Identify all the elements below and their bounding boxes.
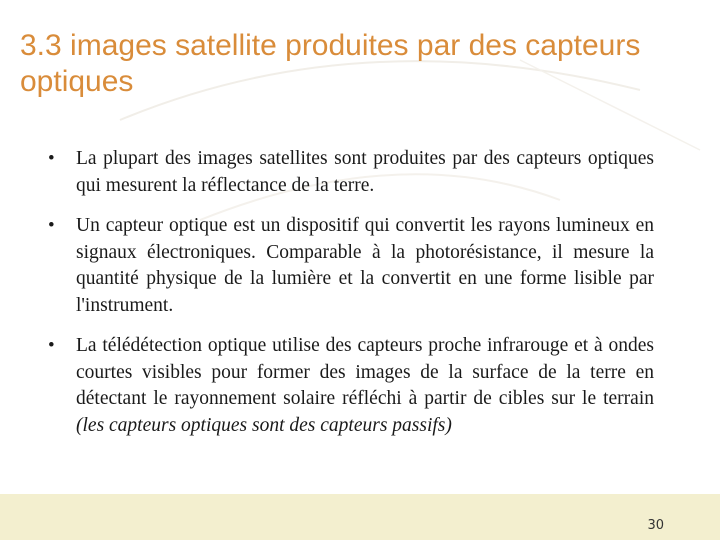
page-number: 30 bbox=[647, 518, 664, 533]
bullet-text: La télédétection optique utilise des capteurs proche infrarouge et à ondes courtes visibles pour former des images de la surface de la terre en détectant le rayonnement solaire réfléchi à partir de cibles sur le terrain bbox=[76, 335, 654, 409]
footer-band bbox=[0, 494, 720, 540]
bullet-item bbox=[48, 333, 654, 439]
bullet-text: Un capteur optique est un dispositif qui convertit les rayons lumineux en signaux électroniques. Comparable à la photorésistance, il mesure la quantité physique de la lumière et la convertit en une forme lisible par l'instrument. bbox=[76, 215, 654, 316]
bullet-list bbox=[48, 146, 654, 453]
bullet-italic-note: (les capteurs optiques sont des capteurs passifs) bbox=[76, 414, 452, 436]
bullet-item bbox=[48, 213, 654, 319]
bullet-item bbox=[48, 146, 654, 199]
bullet-icon: • bbox=[48, 148, 55, 169]
bullet-icon: • bbox=[48, 335, 55, 356]
slide-title: 3.3 images satellite produites par des capteurs optiques bbox=[20, 29, 641, 98]
bullet-text: La plupart des images satellites sont produites par des capteurs optiques qui mesurent la réflectance de la terre. bbox=[76, 148, 654, 196]
bullet-icon: • bbox=[48, 215, 55, 236]
